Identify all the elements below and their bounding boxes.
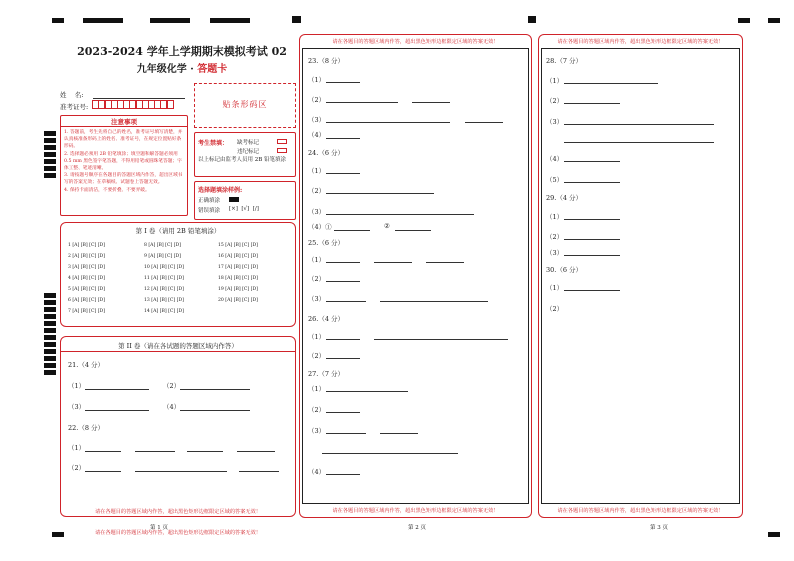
subtitle-highlight: 答题卡 <box>197 64 228 75</box>
mc-row[interactable]: 14 [A] [B] [C] [D] <box>144 309 184 314</box>
q24-sub3: （3） <box>308 208 326 216</box>
mc-row[interactable]: 4 [A] [B] [C] [D] <box>68 276 105 281</box>
absent-box[interactable] <box>277 139 287 144</box>
correct-label: 正确填涂 <box>198 198 221 204</box>
timing-mark <box>44 293 56 298</box>
part2-title: 第 II 卷（请在各试题的答题区域内作答） <box>118 342 238 350</box>
question-22: 22.（8 分） <box>68 424 105 432</box>
timing-mark <box>768 18 780 23</box>
answer-line[interactable] <box>374 262 412 263</box>
q28-sub3: （3） <box>546 118 564 126</box>
answer-line[interactable] <box>326 433 366 434</box>
timing-mark <box>150 18 190 23</box>
notice-item: 2. 选择题必须用 2B 铅笔填涂；填空题和解答题必须用 0.5 mm 黑色签字笔答题，不得用铅笔或圆珠笔答题；字体工整、笔迹清晰。 <box>64 151 182 172</box>
page-number: 第 2 页 <box>408 525 426 531</box>
answer-line[interactable] <box>564 219 620 220</box>
q26-sub2: （2） <box>308 352 326 360</box>
mc-row[interactable]: 8 [A] [B] [C] [D] <box>144 243 181 248</box>
fill-sample-title: 选择题填涂样例: <box>198 187 243 194</box>
q23-sub3: （3） <box>308 116 326 124</box>
area-warning: 请在各题目的答题区域内作答，超出黑色矩形边框限定区域的答案无效！ <box>94 530 261 536</box>
answer-line[interactable] <box>564 239 620 240</box>
timing-mark <box>44 356 56 361</box>
q24-sub4-num: （4） <box>308 223 326 231</box>
timing-mark <box>44 300 56 305</box>
timing-mark <box>44 166 56 171</box>
answer-line[interactable] <box>564 182 620 183</box>
q30-sub2: （2） <box>546 305 564 313</box>
timing-mark <box>44 370 56 375</box>
question-30: 30.（6 分） <box>546 266 583 274</box>
timing-mark <box>44 173 56 178</box>
correct-sample <box>229 197 239 202</box>
answer-line[interactable] <box>326 173 360 174</box>
answer-line[interactable] <box>412 102 450 103</box>
notice-title: 注意事项 <box>111 118 137 126</box>
answer-line[interactable] <box>564 103 620 104</box>
answer-line[interactable] <box>564 290 620 291</box>
mc-row[interactable]: 19 [A] [B] [C] [D] <box>218 287 258 292</box>
mc-row[interactable]: 15 [A] [B] [C] [D] <box>218 243 258 248</box>
notice-list <box>64 129 185 194</box>
violation-label: 违纪标记 <box>237 149 260 155</box>
timing-mark <box>44 342 56 347</box>
q21-sub2: （2） <box>163 382 181 390</box>
mc-row[interactable]: 6 [A] [B] [C] [D] <box>68 298 105 303</box>
timing-mark <box>44 363 56 368</box>
answer-line[interactable] <box>326 358 360 359</box>
answer-line[interactable] <box>326 122 450 123</box>
circle-2: ② <box>384 222 390 230</box>
q27-sub1: （1） <box>308 385 326 393</box>
notice-item: 3. 请按题号顺序在各题目的答题区域内作答，超出区域书写的答案无效；在草稿纸、试题卷上答题无效。 <box>64 173 183 186</box>
q28-sub1: （1） <box>546 77 564 85</box>
part2-divider <box>60 351 296 352</box>
exam-status-note: 以上标记由监考人员用 2B 铅笔填涂 <box>198 157 287 163</box>
answer-line[interactable] <box>239 471 279 472</box>
question-29: 29.（4 分） <box>546 194 583 202</box>
q23-sub4: （4） <box>308 131 326 139</box>
wrong-samples: [×] [√] [/] <box>229 206 259 212</box>
timing-mark <box>44 159 56 164</box>
question-21: 21.（4 分） <box>68 361 105 369</box>
answer-line[interactable] <box>135 451 175 452</box>
answer-line[interactable] <box>395 230 431 231</box>
notice-divider <box>60 126 188 127</box>
timing-mark <box>44 349 56 354</box>
col3-inner <box>541 48 740 504</box>
timing-mark <box>83 18 123 23</box>
answer-line[interactable] <box>135 471 227 472</box>
name-label: 姓 名: <box>60 91 84 99</box>
q25-sub2: （2） <box>308 275 326 283</box>
timing-mark <box>44 131 56 136</box>
mc-row[interactable]: 5 [A] [B] [C] [D] <box>68 287 105 292</box>
question-23: 23.（8 分） <box>308 57 345 65</box>
mc-row[interactable]: 2 [A] [B] [C] [D] <box>68 254 105 259</box>
answer-line[interactable] <box>334 230 370 231</box>
subtitle <box>68 60 296 75</box>
answer-line[interactable] <box>426 262 464 263</box>
timing-mark <box>292 16 301 23</box>
q24-sub4 <box>308 222 332 231</box>
question-24: 24.（6 分） <box>308 149 345 157</box>
timing-mark <box>44 321 56 326</box>
answer-line[interactable] <box>374 339 508 340</box>
page-title: 2023-2024 学年上学期期末模拟考试 02 <box>77 45 287 58</box>
q30-sub1: （1） <box>546 284 564 292</box>
q28-sub2: （2） <box>546 97 564 105</box>
q22-sub1: （1） <box>68 444 86 452</box>
answer-line[interactable] <box>85 471 121 472</box>
name-line[interactable] <box>93 98 185 99</box>
mc-row[interactable]: 1 [A] [B] [C] [D] <box>68 243 105 248</box>
answer-line[interactable] <box>326 281 360 282</box>
q23-sub2: （2） <box>308 96 326 104</box>
exam-status-label: 考生禁填： <box>198 140 229 147</box>
q24-sub2: （2） <box>308 187 326 195</box>
answer-line[interactable] <box>326 474 360 475</box>
area-warning: 请在各题目的答题区域内作答，超出黑色矩形边框限定区域的答案无效！ <box>94 509 261 515</box>
answer-line[interactable] <box>322 453 458 454</box>
timing-mark <box>210 18 250 23</box>
area-warning: 请在各题目的答题区域内作答，超出黑色矩形边框限定区域的答案无效！ <box>332 39 499 45</box>
barcode-label: 贴条形码区 <box>222 100 268 109</box>
mc-row[interactable]: 13 [A] [B] [C] [D] <box>144 298 184 303</box>
answer-line[interactable] <box>85 410 149 411</box>
answer-line[interactable] <box>85 451 121 452</box>
timing-mark <box>44 145 56 150</box>
question-25: 25.（6 分） <box>308 239 345 247</box>
wrong-label: 错误填涂 <box>198 208 221 214</box>
mc-row[interactable]: 18 [A] [B] [C] [D] <box>218 276 258 281</box>
timing-mark <box>44 307 56 312</box>
timing-mark <box>44 328 56 333</box>
page-number: 第 3 页 <box>650 525 668 531</box>
timing-mark <box>768 532 780 537</box>
q27-sub3: （3） <box>308 427 326 435</box>
timing-mark <box>44 335 56 340</box>
page-number: 第 1 页 <box>150 525 168 531</box>
q28-sub4: （4） <box>546 155 564 163</box>
q27-sub4: （4） <box>308 468 326 476</box>
q21-sub3: （3） <box>68 403 86 411</box>
violation-box[interactable] <box>277 148 287 153</box>
part1-title: 第 I 卷（请用 2B 铅笔填涂） <box>135 227 221 235</box>
q24-sub1: （1） <box>308 167 326 175</box>
answer-line[interactable] <box>326 138 360 139</box>
q25-sub3: （3） <box>308 295 326 303</box>
q26-sub1: （1） <box>308 333 326 341</box>
q29-sub1: （1） <box>546 213 564 221</box>
q29-sub2: （2） <box>546 233 564 241</box>
answer-line[interactable] <box>187 451 223 452</box>
q28-sub5: （5） <box>546 176 564 184</box>
area-warning: 请在各题目的答题区域内作答，超出黑色矩形边框限定区域的答案无效！ <box>332 508 499 514</box>
mc-row[interactable]: 3 [A] [B] [C] [D] <box>68 265 105 270</box>
mc-row[interactable]: 12 [A] [B] [C] [D] <box>144 287 184 292</box>
q21-sub4: （4） <box>163 403 181 411</box>
answer-line[interactable] <box>380 433 418 434</box>
question-26: 26.（4 分） <box>308 315 345 323</box>
answer-line[interactable] <box>465 122 503 123</box>
area-warning: 请在各题目的答题区域内作答，超出黑色矩形边框限定区域的答案无效！ <box>557 39 724 45</box>
answer-line[interactable] <box>326 412 360 413</box>
mc-row[interactable]: 20 [A] [B] [C] [D] <box>218 298 258 303</box>
answer-line[interactable] <box>564 142 714 143</box>
mc-row[interactable]: 16 [A] [B] [C] [D] <box>218 254 258 259</box>
timing-mark <box>44 138 56 143</box>
answer-line[interactable] <box>326 339 360 340</box>
mc-row[interactable]: 7 [A] [B] [C] [D] <box>68 309 105 314</box>
answer-line[interactable] <box>326 301 366 302</box>
subtitle-prefix: 九年级化学 · <box>136 64 198 75</box>
answer-line[interactable] <box>380 301 488 302</box>
answer-line[interactable] <box>85 389 149 390</box>
mc-row[interactable]: 17 [A] [B] [C] [D] <box>218 265 258 270</box>
timing-mark <box>528 16 536 23</box>
question-28: 28.（7 分） <box>546 57 583 65</box>
answer-line[interactable] <box>326 82 360 83</box>
id-boxes[interactable] <box>93 100 174 111</box>
answer-line[interactable] <box>180 410 250 411</box>
timing-mark <box>738 18 750 23</box>
answer-line[interactable] <box>326 193 434 194</box>
question-27: 27.（7 分） <box>308 370 345 378</box>
answer-line[interactable] <box>326 214 474 215</box>
col2-inner <box>302 48 529 504</box>
area-warning: 请在各题目的答题区域内作答，超出黑色矩形边框限定区域的答案无效！ <box>557 508 724 514</box>
answer-line[interactable] <box>564 255 620 256</box>
q22-sub2: （2） <box>68 464 86 472</box>
answer-line[interactable] <box>564 124 714 125</box>
answer-line[interactable] <box>326 262 360 263</box>
answer-line[interactable] <box>564 161 620 162</box>
timing-mark <box>52 18 64 23</box>
timing-mark <box>44 152 56 157</box>
answer-line[interactable] <box>564 83 658 84</box>
q21-sub1: （1） <box>68 382 86 390</box>
mc-row[interactable]: 10 [A] [B] [C] [D] <box>144 265 184 270</box>
answer-line[interactable] <box>326 391 408 392</box>
q29-sub3: （3） <box>546 249 564 257</box>
answer-line[interactable] <box>326 102 398 103</box>
mc-row[interactable]: 9 [A] [B] [C] [D] <box>144 254 181 259</box>
answer-line[interactable] <box>237 451 275 452</box>
circle-1: ① <box>325 223 332 231</box>
mc-row[interactable]: 11 [A] [B] [C] [D] <box>144 276 184 281</box>
q23-sub1: （1） <box>308 76 326 84</box>
answer-line[interactable] <box>180 389 250 390</box>
notice-item: 1. 答题前，考生先将自己的姓名，准考证号填写清楚，并认真核准条形码上的姓名、准考证号，在规定位置贴好条形码。 <box>64 130 183 150</box>
notice-item: 4. 保持卡面清洁，不要折叠、不要弄破。 <box>64 187 150 193</box>
id-label: 准考证号: <box>60 103 89 111</box>
q25-sub1: （1） <box>308 256 326 264</box>
q27-sub2: （2） <box>308 406 326 414</box>
absent-label: 缺考标记 <box>237 140 260 146</box>
timing-mark <box>44 314 56 319</box>
